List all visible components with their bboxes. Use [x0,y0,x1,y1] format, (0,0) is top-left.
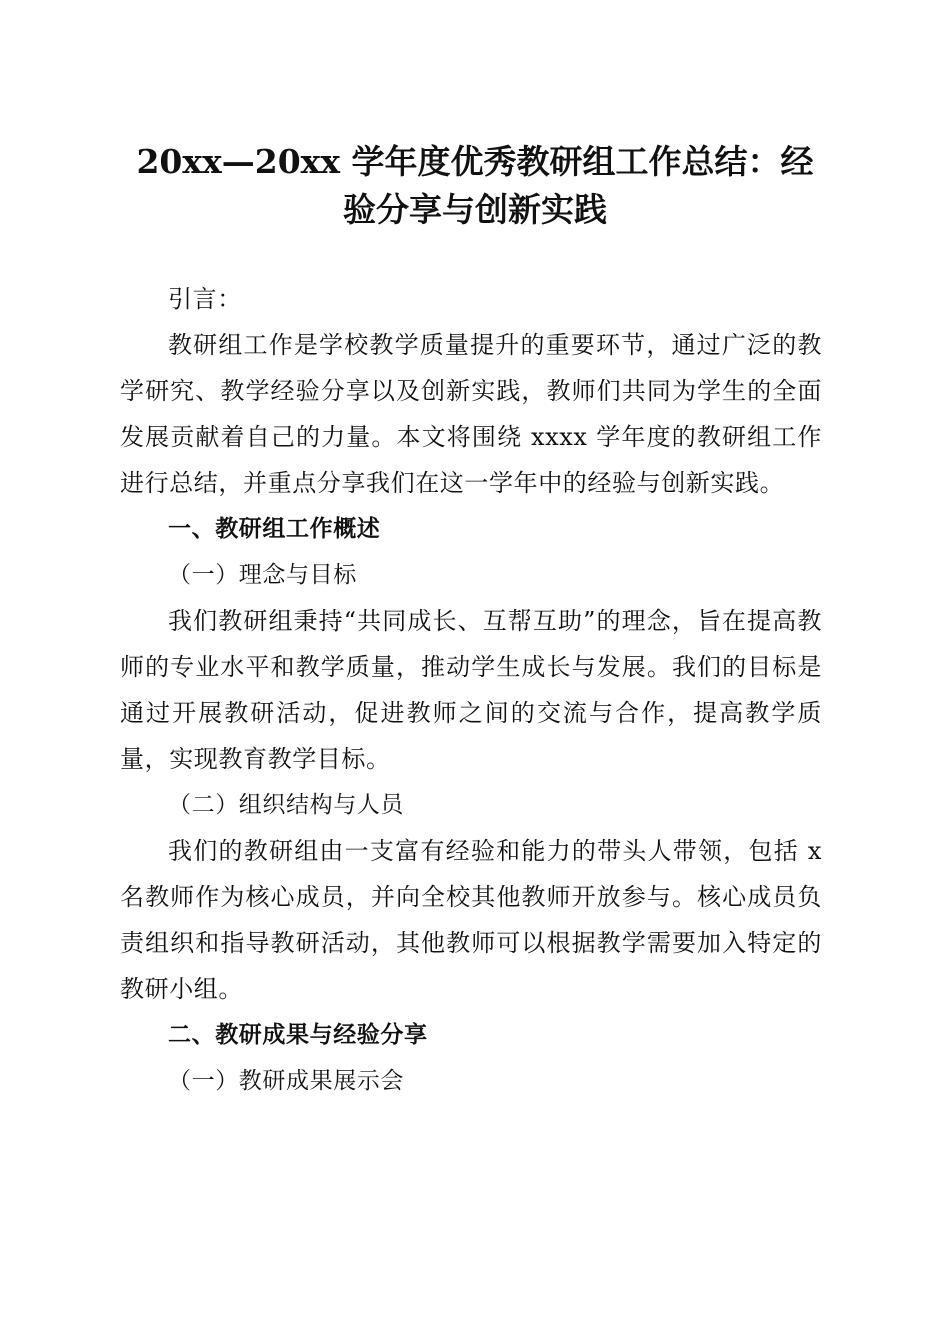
section-1-subheading-1: （一）理念与目标 [168,562,357,588]
section-2-subheading-1: （一）教研成果展示会 [168,1068,404,1094]
intro-paragraph: 教研组工作是学校教学质量提升的重要环节，通过广泛的教学研究、教学经验分享以及创新实践，教师们共同为学生的全面发展贡献着自己的力量。本文将围绕 xxxx 学年度的教研组工作进行总结，并重点分享我们在这一学年中的经验与创新实践。 [120,331,822,497]
intro-label: 引言： [168,285,242,313]
document-title [120,138,830,234]
section-1-sub-2-paragraph: 我们的教研组由一支富有经验和能力的带头人带领，包括 x 名教师作为核心成员，并向全校其他教师开放参与。核心成员负责组织和指导教研活动，其他教师可以根据教学需要加入特定的教研小组。 [120,837,822,1003]
document-body [120,276,822,1104]
title-line-1: 20xx—20xx 学年度优秀教研组工作总结：经 [136,142,814,181]
section-1-subheading-2: （二）组织结构与人员 [168,792,404,818]
section-1-heading: 一、教研组工作概述 [168,516,381,542]
title-line-2: 验分享与创新实践 [343,190,607,229]
section-2-heading: 二、教研成果与经验分享 [168,1022,428,1048]
section-1-sub-1-paragraph: 我们教研组秉持“共同成长、互帮互助”的理念，旨在提高教师的专业水平和教学质量，推动学生成长与发展。我们的目标是通过开展教研活动，促进教师之间的交流与合作，提高教学质量，实现教育教学目标。 [120,607,822,773]
